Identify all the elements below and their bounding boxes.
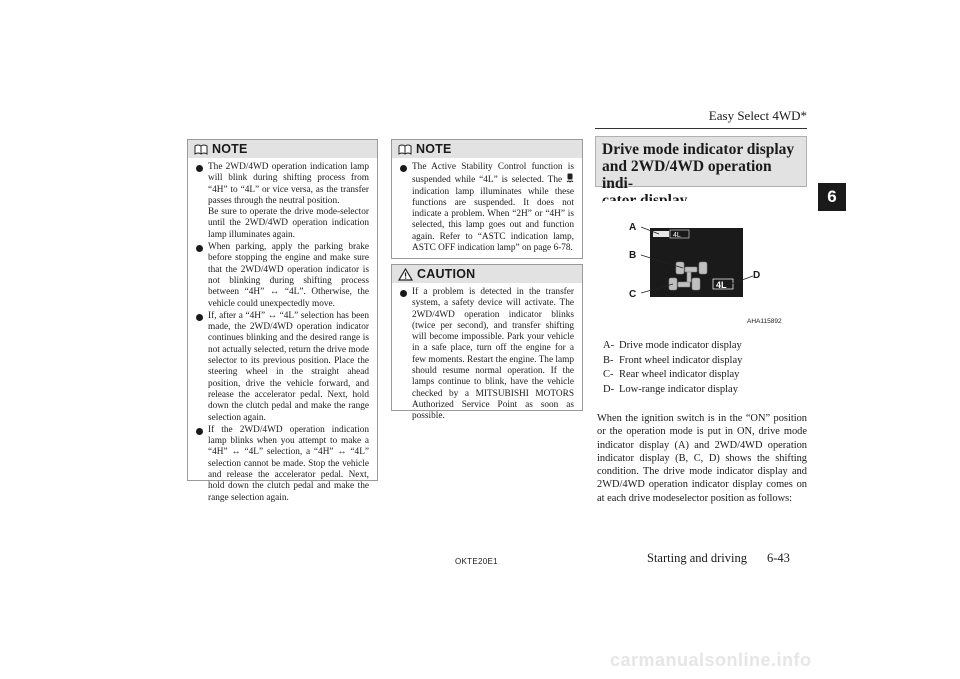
bullet-icon — [196, 428, 203, 435]
drive-mode-bar — [653, 231, 669, 237]
label-a: A — [629, 222, 637, 233]
caution-header — [392, 265, 582, 283]
legend-text: Low-range indicator display — [619, 383, 738, 395]
legend-item — [603, 368, 742, 383]
warning-triangle-icon — [398, 268, 413, 281]
label-c: C — [629, 289, 637, 300]
note2-text-before-icon: The Active Stability Control function is suspended while “4L” is selected. The — [412, 162, 574, 186]
caution-heading: CAUTION — [417, 267, 476, 281]
note-header-2 — [392, 140, 582, 158]
chapter-tab: 6 — [818, 183, 846, 211]
caution-box — [391, 264, 583, 422]
legend-key: D- — [603, 383, 615, 395]
watermark-text: carmanualsonline.info — [610, 650, 812, 670]
display-4l-small: 4L — [673, 232, 681, 239]
indicator-display-illustration — [603, 201, 786, 327]
section-heading-line-1: Drive mode indicator display — [602, 141, 795, 158]
bullet-icon — [196, 314, 203, 321]
note1-item-1 — [196, 162, 369, 241]
note-heading-2: NOTE — [416, 142, 452, 156]
caution-text: If a problem is detected in the transfer system, a safety device will activate. The 2WD/4WD operation indicator blinks (twice per second), and transfer shifting will become impossible. Park your vehicle in a safe place, turn off the engine for a few moments. Restart the engine. The lamp should resume normal operation. If the lamps continue to blink, have the vehicle checked by a MITSUBISHI MOTORS Authorized Service Point as soon as possible. — [412, 287, 574, 422]
legend-text: Rear wheel indicator display — [619, 369, 740, 381]
legend-key: C- — [603, 369, 614, 381]
running-header-title: Easy Select 4WD* — [708, 108, 807, 123]
note1-item-2-text: When parking, apply the parking brake before stopping the engine and make sure that the 2WD/4WD operation indicator is not blinking during shifting process between “4H” ↔ “4L”. Otherwise, the vehicle could unexpectedly move. — [208, 242, 369, 309]
bullet-icon — [196, 245, 203, 252]
legend-text: Drive mode indicator display — [619, 340, 742, 351]
note-heading-1: NOTE — [212, 142, 248, 156]
note1-item-2 — [196, 242, 369, 310]
astc-off-icon — [566, 173, 574, 183]
legend-item — [603, 354, 742, 369]
note-pencil-icon — [398, 143, 412, 155]
note1-item-1-line-2: Be sure to operate the drive mode-selector until the 2WD/4WD operation indication lamp illuminates again. — [208, 207, 369, 240]
note-header-1 — [188, 140, 377, 158]
note1-item-4 — [196, 425, 369, 504]
note2-item-1 — [400, 162, 574, 254]
header-rule — [595, 128, 807, 129]
footer-page-number: 6-43 — [767, 551, 790, 565]
note-box-2 — [391, 139, 583, 259]
note-pencil-icon — [194, 143, 208, 155]
legend-item — [603, 339, 742, 354]
footer-code: OKTE20E1 — [455, 557, 498, 566]
note2-text-after-icon: indication lamp illuminates while these functions are suspended. It does not indicate a problem. When “2H” or “4H” is selected, this lamp goes out and function again. Refer to “ASTC indication lamp, ASTC OFF indication lamp” on page 6-78. — [412, 186, 574, 254]
caution-item-1 — [400, 287, 574, 423]
note1-item-4-text: If the 2WD/4WD operation indication lamp blinks when you attempt to make a “4H” ↔ “4L” selection, a “4H” ↔ “4L” selection cannot be made. Stop the vehicle and release the accelerator pedal. Next, hold down the clutch pedal and make the range selection again. — [208, 424, 369, 503]
display-4l-large: 4L — [716, 280, 727, 290]
section-heading — [595, 136, 807, 192]
body-paragraph: When the ignition switch is in the “ON” position or the operation mode is put in ON, drive mode indicator display (A) and 2WD/4WD operation indicator display (B, C, D) shows the shifting condition. The drive mode indicator display and 2WD/4WD operation indicator display comes on at each drive modeselector position as follows: — [597, 413, 807, 504]
indicator-display-figure — [603, 201, 786, 327]
figure-legend — [603, 339, 742, 397]
legend-key: A- — [603, 340, 615, 351]
legend-text: Front wheel indicator display — [619, 354, 743, 366]
label-d: D — [753, 270, 761, 281]
figure-code: AHA115892 — [747, 318, 782, 325]
legend-key: B- — [603, 354, 614, 366]
note-box-1 — [187, 139, 378, 503]
legend-item — [603, 383, 742, 398]
label-b: B — [629, 250, 637, 261]
bullet-icon — [400, 165, 407, 172]
section-heading-line-2: and 2WD/4WD operation indi- — [602, 158, 772, 192]
bullet-icon — [196, 165, 203, 172]
note1-item-3-text: If, after a “4H” ↔ “4L” selection has been made, the 2WD/4WD operation indicator continues blinking and the desired range is not actually selected, return the drive mode selector to its previous position. Place the steering wheel in the straight ahead position, drive the vehicle forward, and release the accelerator pedal. Next, hold down the clutch pedal and make the range selection again. — [208, 310, 369, 423]
footer-section-title: Starting and driving — [647, 551, 747, 565]
bullet-icon — [400, 290, 407, 297]
note1-item-1-line-1: The 2WD/4WD operation indication lamp will blink during shifting process from “4H” to “4L” or vice versa, as the transfer passes through the neutral position. — [208, 162, 369, 206]
note1-item-3 — [196, 311, 369, 424]
